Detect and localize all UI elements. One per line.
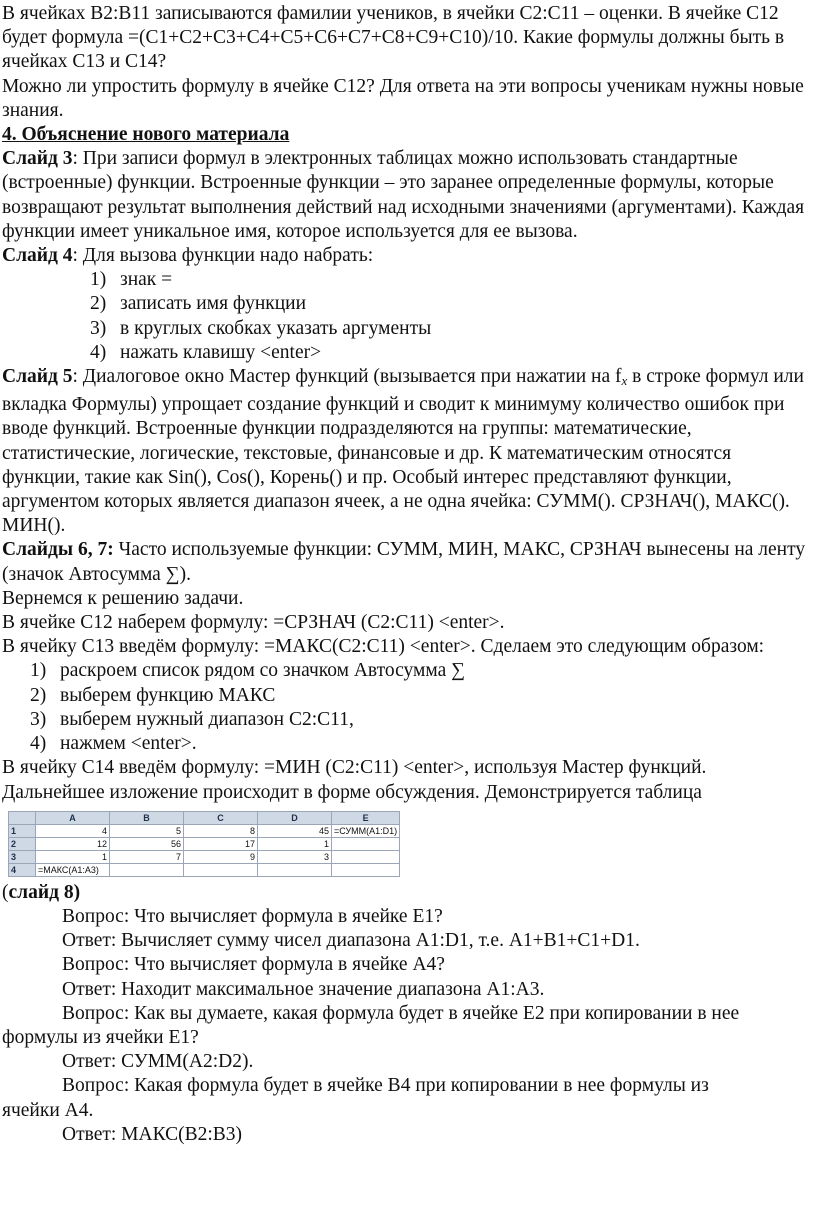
list-item: 3) выберем нужный диапазон С2:С11, [30,708,354,730]
sheet-col-header: A [36,811,110,824]
solution-line-5: Дальнейшее изложение происходит в форме обсуждения. Демонстрируется таблица [2,781,702,803]
qa-line: Ответ: Находит максимальное значение диапазона А1:А3. [62,978,545,1000]
solution-line-1: Вернемся к решению задачи. [2,587,244,609]
list-item: 1) знак = [90,269,173,291]
table-row [9,837,400,850]
sheet-row-header: 2 [9,837,36,850]
sheet-cell: 5 [110,824,184,837]
sheet-cell: 7 [110,850,184,863]
table-row [9,863,400,876]
solution-line-2: В ячейке С12 наберем формулу: =СРЗНАЧ (С2:С11) <enter>. [2,612,505,634]
slide-8-heading: (слайд 8) [2,881,81,903]
sheet-corner [9,811,36,824]
qa-line: Вопрос: Как вы думаете, какая формула будет в ячейке Е2 при копировании в нее [62,1002,740,1024]
sheet-cell [110,863,184,876]
list-item: 2) записать имя функции [90,293,307,315]
sheet-row-header: 3 [9,850,36,863]
sheet-cell: 4 [36,824,110,837]
slide-3-paragraph [2,147,814,244]
sheet-cell: =СУММ(A1:D1) [332,824,400,837]
qa-line-continuation: формулы из ячейки Е1? [2,1026,199,1048]
sheet-col-header: C [184,811,258,824]
qa-line: Вопрос: Какая формула будет в ячейке В4 при копировании в нее формулы из [62,1075,709,1097]
slide-5-paragraph: Слайд 5: Диалоговое окно Мастер функций (вызывается при нажатии на $f_x$ в строке формул или вкладка Формулы) упрощает создание функций и сводит к минимуму количество ошибок при вводе функций. Встроенные функции подразделяются на группы: математические, статистические, логические, текстовые, финансовые и др. К математическим относятся функции, такие как Sin(), Cos(), Корень() и пр. Особый интерес представляют функции, аргументом которых является диапазон ячеек, а не одна ячейка: СУММ(). СРЗНАЧ(), МАКС(). МИН(). [2,366,804,537]
qa-line: Вопрос: Что вычисляет формула в ячейке Е1? [62,905,443,927]
sheet-cell: 1 [36,850,110,863]
sheet-row-header: 4 [9,863,36,876]
sheet-col-header: B [110,811,184,824]
fx-subscript: x [621,373,628,389]
list-item: 1) раскроем список рядом со значком Автосумма ∑ [30,660,466,682]
slide-8-label: слайд 8) [8,881,81,903]
sheet-cell: 8 [184,824,258,837]
sheet-col-header: D [258,811,332,824]
slide-3-text: : При записи формул в электронных таблицах можно использовать стандартные (встроенные) функции. Встроенные функции – это заранее определенные формулы, которые возвращают результат выполнения действий над исходными значениями (аргументами). Каждая функции имеет уникальное имя, которое используется для ее вызова. [2,148,805,242]
sheet-cell: =МАКС(A1:A3) [36,863,110,876]
solution-line-3: В ячейку С13 введём формулу: =МАКС(С2:С11) <enter>. Сделаем это следующим образом: [2,636,765,658]
sheet-cell [258,863,332,876]
slides-6-7-label: Слайды 6, 7: [2,539,114,561]
sheet-cell [332,863,400,876]
solution-steps [2,659,814,756]
slide-4-steps [2,268,814,365]
slide-4-text: : Для вызова функции надо набрать: [72,245,374,267]
document-page [2,2,814,1147]
sheet-cell [184,863,258,876]
slide-5-label: Слайд 5 [2,366,73,388]
list-item: 4) нажать клавишу <enter> [90,341,322,363]
sheet-cell: 1 [258,837,332,850]
section-title: 4. Объяснение нового материала [2,124,290,146]
qa-line: Ответ: МАКС(В2:В3) [62,1123,243,1145]
solution-line-4: В ячейку С14 введём формулу: =МИН (С2:С11) <enter>, используя Мастер функций. [2,757,707,779]
sheet-cell: 17 [184,837,258,850]
slide-4-label: Слайд 4 [2,245,73,267]
sheet-cell: 9 [184,850,258,863]
slide-4-paragraph [2,244,814,268]
sheet-cell: 12 [36,837,110,850]
table-row [9,824,400,837]
sheet-cell [332,850,400,863]
sheet-cell: 56 [110,837,184,850]
list-item: 2) выберем функцию МАКС [30,684,276,706]
qa-line-continuation: ячейки А4. [2,1099,94,1121]
intro-paragraph-1: В ячейках В2:В11 записываются фамилии учеников, в ячейки С2:С11 – оценки. В ячейке С12 будет формула =(С1+С2+С3+С4+С5+С6+С7+С8+С9+С10)/10. Какие формулы должны быть в ячейках С13 и С14? [2,3,785,73]
list-item: 4) нажмем <enter>. [30,733,197,755]
intro-paragraph-2: Можно ли упростить формулу в ячейке С12? Для ответа на эти вопросы ученикам нужны новые знания. [2,75,804,121]
qa-line: Вопрос: Что вычисляет формула в ячейке А4? [62,954,445,976]
sheet-row-header: 1 [9,824,36,837]
table-row [9,850,400,863]
list-item: 3) в круглых скобках указать аргументы [90,317,432,339]
sheet-header-row [9,811,400,824]
slides-6-7-paragraph: Слайды 6, 7: Часто используемые функции: СУММ, МИН, МАКС, СРЗНАЧ вынесены на ленту (значок Автосумма ∑). [2,539,806,585]
sheet-col-header: E [332,811,400,824]
slide-3-label: Слайд 3 [2,148,73,170]
qa-line: Ответ: СУММ(А2:D2). [62,1051,254,1073]
sheet-cell: 3 [258,850,332,863]
sheet-cell: 45 [258,824,332,837]
spreadsheet-image [8,811,400,877]
sheet-cell [332,837,400,850]
qa-line: Ответ: Вычисляет сумму чисел диапазона А1:D1, т.е. А1+В1+С1+D1. [62,930,640,952]
